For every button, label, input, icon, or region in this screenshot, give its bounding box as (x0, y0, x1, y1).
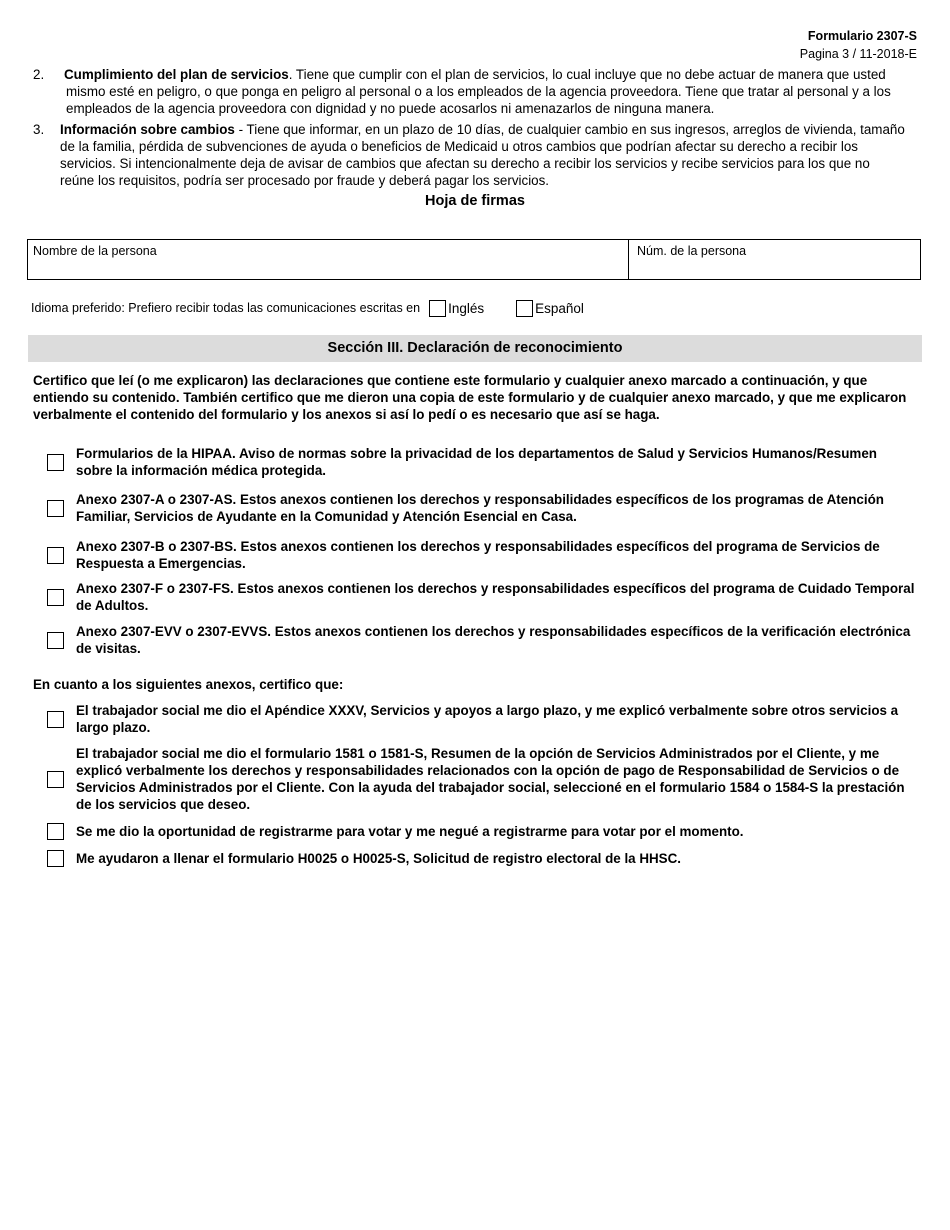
attachment-text: Anexo 2307-A o 2307-AS. Estos anexos contienen los derechos y responsabilidades específicos de los programas de Atención Familiar, Servicios de Ayudante en la Comunidad y Atención Esencial en Casa. (76, 492, 884, 524)
annex-checkbox[interactable] (47, 823, 64, 840)
english-checkbox[interactable] (429, 300, 446, 317)
list-item-changes (33, 121, 906, 189)
signature-sheet-title: Hoja de firmas (425, 193, 525, 209)
list-item-service-plan (33, 66, 906, 117)
spanish-label: Español (535, 300, 584, 316)
form-number: Formulario 2307-S (807, 29, 917, 43)
attachment-checkbox[interactable] (47, 589, 64, 606)
attachment-hipaa (47, 445, 917, 479)
annex-voter-declined (47, 823, 917, 840)
annex-voter-registration (47, 850, 917, 867)
person-info-table (27, 239, 921, 280)
person-number-field[interactable] (629, 240, 920, 279)
annex-text: Me ayudaron a llenar el formulario H0025 o H0025-S, Solicitud de registro electoral de la HHSC. (76, 851, 681, 866)
certification-text: Certifico que leí (o me explicaron) las declaraciones que contiene este formulario y cualquier anexo marcado a continuación, y que entiendo su contenido. También certifico que me dieron una copia de este formulario y de cualquier anexo marcado, y que me explicaron verbalmente el contenido del formulario y los anexos si así lo pedí o es necesario que así se haga. (33, 373, 907, 422)
attachment-text: Anexo 2307-EVV o 2307-EVVS. Estos anexos contienen los derechos y responsabilidades específicos de la verificación electrónica de visitas. (76, 624, 911, 656)
annex-text: Se me dio la oportunidad de registrarme para votar y me negué a registrarme para votar por el momento. (76, 824, 744, 839)
annex-intro: En cuanto a los siguientes anexos, certifico que: (33, 677, 344, 692)
spanish-checkbox[interactable] (516, 300, 533, 317)
person-name-field[interactable] (28, 240, 629, 279)
item-text: . Tiene que cumplir con el plan de servicios, lo cual incluye que no debe actuar de manera que usted mismo esté en peligro, o que ponga en peligro al personal o a los empleados de la agencia proveedora. Tiene que tratar al personal y a los empleados de la agencia proveedora con dignidad y no puede acosarlos ni amenazarlos de ninguna manera. (66, 67, 891, 116)
person-number-label: Núm. de la persona (637, 244, 747, 258)
english-label: Inglés (448, 300, 485, 316)
preferred-language-label: Idioma preferido: Prefiero recibir todas las comunicaciones escritas en (31, 301, 421, 315)
attachment-2307-f (47, 580, 917, 614)
annex-text: El trabajador social me dio el Apéndice XXXV, Servicios y apoyos a largo plazo, y me explicó verbalmente sobre otros servicios a largo plazo. (76, 703, 899, 735)
attachment-text: Anexo 2307-F o 2307-FS. Estos anexos contienen los derechos y responsabilidades específicos del programa de Cuidado Temporal de Adultos. (76, 581, 915, 613)
item-title: Cumplimiento del plan de servicios (64, 67, 289, 82)
attachment-2307-evv (47, 623, 917, 657)
attachment-text: Anexo 2307-B o 2307-BS. Estos anexos contienen los derechos y responsabilidades específicos del programa de Servicios de Respuesta a Emergencias. (76, 539, 880, 571)
person-name-label: Nombre de la persona (33, 244, 157, 258)
attachment-2307-b (47, 538, 917, 572)
attachment-checkbox[interactable] (47, 454, 64, 471)
page-header (800, 27, 917, 63)
attachment-checkbox[interactable] (47, 632, 64, 649)
page-info: Pagina 3 / 11-2018-E (799, 47, 917, 61)
annex-appendix-xxxv (47, 702, 917, 736)
attachment-checkbox[interactable] (47, 547, 64, 564)
annex-text: El trabajador social me dio el formulario 1581 o 1581-S, Resumen de la opción de Servicios Administrados por el Cliente, y me explicó verbalmente los derechos y responsabilidades relacionados con la opción de pago de Responsabilidad de Servicios o de Servicios Administrados por el Cliente. Con la ayuda del trabajador social, seleccioné en el formulario 1584 o 1584-S la prestación de los servicios que deseo. (76, 746, 905, 812)
annex-form-1581 (47, 745, 917, 813)
attachment-text: Formularios de la HIPAA. Aviso de normas sobre la privacidad de los departamentos de Salud y Servicios Humanos/Resumen sobre la información médica protegida. (76, 446, 877, 478)
item-number: 2. (33, 67, 45, 82)
section-title: Sección III. Declaración de reconocimiento (28, 335, 922, 362)
preferred-language-row (31, 298, 584, 318)
attachment-checkbox[interactable] (47, 500, 64, 517)
annex-checkbox[interactable] (47, 711, 64, 728)
language-option-english (429, 300, 484, 317)
language-option-spanish (516, 300, 584, 317)
item-text: - Tiene que informar, en un plazo de 10 días, de cualquier cambio en sus ingresos, arreglos de vivienda, tamaño de la familia, pérdida de subvenciones de ayuda o beneficios de Medicaid u otros cambios que podrían afectar su derecho a recibir los servicios. Si intencionalmente deja de avisar de cambios que afectan su derecho a recibir los servicios y recibe servicios para los que no reúne los requisitos, podría ser procesado por fraude y deberá pagar los servicios. (60, 122, 905, 188)
annex-checkbox[interactable] (47, 850, 64, 867)
annex-checkbox[interactable] (47, 771, 64, 788)
item-title: Información sobre cambios (60, 122, 239, 137)
item-number: 3. (33, 122, 45, 137)
attachment-2307-a (47, 491, 917, 525)
